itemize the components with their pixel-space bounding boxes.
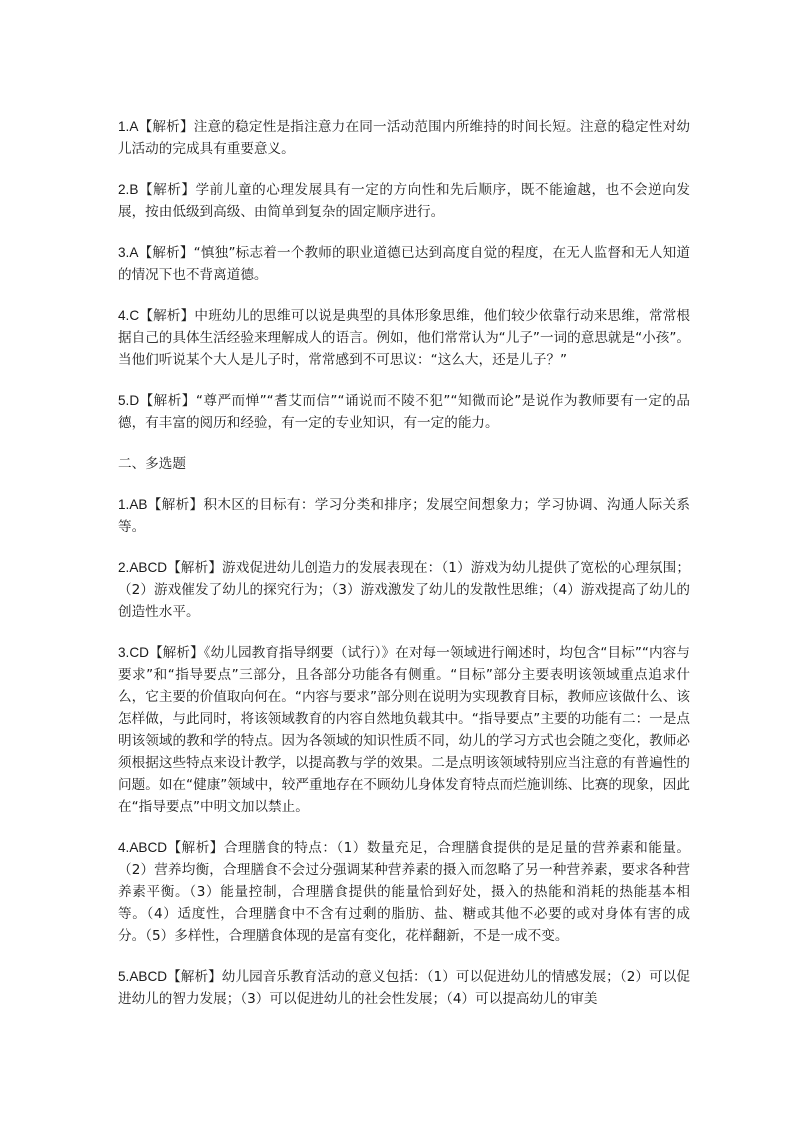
answer-explanation: 【解析】中班幼儿的思维可以说是典型的具体形象思维，他们较少依靠行动来思维，常常根据自己的具体生活经验来理解成人的语言。例如，他们常常认为“儿子”一词的意思就是“小孩”。当他们听说某个大人是儿子时，常常感到不可思议：“这么大，还是儿子？” (118, 308, 690, 368)
answer-number: 5.ABCD (118, 969, 168, 984)
answer-explanation: 【解析】注意的稳定性是指注意力在同一活动范围内所维持的时间长短。注意的稳定性对幼儿活动的完成具有重要意义。 (118, 119, 690, 157)
answer-explanation: 【解析】合理膳食的特点：（1）数量充足，合理膳食提供的是足量的营养素和能量。（2）营养均衡，合理膳食不会过分强调某种营养素的摄入而忽略了另一种营养素，要求各种营养素平衡。（3）能量控制，合理膳食提供的能量恰到好处，摄入的热能和消耗的热能基本相等。（4）适度性，合理膳食中不含有过剩的脂肪、盐、糖或其他不必要的或对身体有害的成分。（5）多样性，合理膳食体现的是富有变化，花样翻新，不是一成不变。 (118, 840, 690, 944)
answer-number: 2.ABCD (118, 560, 168, 575)
answer-item-5 (118, 390, 690, 434)
multi-answer-item-3 (118, 642, 690, 818)
answer-explanation: 【解析】“慎独”标志着一个教师的职业道德已达到高度自觉的程度，在无人监督和无人知道的情况下也不背离道德。 (118, 245, 690, 283)
answer-explanation: 【解析】游戏促进幼儿创造力的发展表现在：（1）游戏为幼儿提供了宽松的心理氛围；（2）游戏催发了幼儿的探究行为；（3）游戏激发了幼儿的发散性思维；（4）游戏提高了幼儿的创造性水平。 (118, 560, 690, 620)
answer-number: 2.B (118, 182, 139, 197)
answer-number: 4.ABCD (118, 840, 168, 855)
answer-number: 4.C (118, 308, 140, 323)
answer-item-4 (118, 305, 690, 371)
answer-item-2 (118, 179, 690, 223)
section-heading: 二、多选题 (118, 456, 186, 472)
multi-answer-item-5 (118, 966, 690, 1010)
answer-number: 1.AB (118, 497, 148, 512)
answer-number: 3.A (118, 245, 139, 260)
answer-explanation: 【解析】积木区的目标有：学习分类和排序；发展空间想象力；学习协调、沟通人际关系等。 (118, 497, 690, 535)
multi-answer-item-1 (118, 494, 690, 538)
answer-explanation: 【解析】学前儿童的心理发展具有一定的方向性和先后顺序，既不能逾越，也不会逆向发展，按由低级到高级、由简单到复杂的固定顺序进行。 (118, 182, 690, 220)
answer-item-1 (118, 116, 690, 160)
answer-number: 3.CD (118, 645, 149, 660)
answer-document (118, 116, 690, 1029)
answer-number: 1.A (118, 119, 139, 134)
answer-explanation: 【解析】幼儿园音乐教育活动的意义包括：（1）可以促进幼儿的情感发展；（2）可以促进幼儿的智力发展；（3）可以促进幼儿的社会性发展；（4）可以提高幼儿的审美 (118, 969, 690, 1007)
multi-answer-item-4 (118, 837, 690, 947)
multi-answer-item-2 (118, 557, 690, 623)
answer-explanation: 【解析】《幼儿园教育指导纲要（试行）》在对每一领域进行阐述时，均包含“目标”“内容与要求”和“指导要点”三部分，且各部分功能各有侧重。“目标”部分主要表明该领域重点追求什么，它主要的价值取向何在。“内容与要求”部分则在说明为实现教育目标，教师应该做什么、该怎样做，与此同时，将该领域教育的内容自然地负载其中。“指导要点”主要的功能有二：一是点明该领域的教和学的特点。因为各领域的知识性质不同，幼儿的学习方式也会随之变化，教师必须根据这些特点来设计教学，以提高教与学的效果。二是点明该领域特别应当注意的有普遍性的问题。如在“健康”领域中，较严重地存在不顾幼儿身体发育特点而烂施训练、比赛的现象，因此在“指导要点”中明文加以禁止。 (118, 645, 690, 815)
answer-number: 5.D (118, 393, 140, 408)
answer-item-3 (118, 242, 690, 286)
answer-explanation: 【解析】“尊严而惮”“耆艾而信”“诵说而不陵不犯”“知微而论”是说作为教师要有一定的品德，有丰富的阅历和经验，有一定的专业知识，有一定的能力。 (118, 393, 690, 431)
